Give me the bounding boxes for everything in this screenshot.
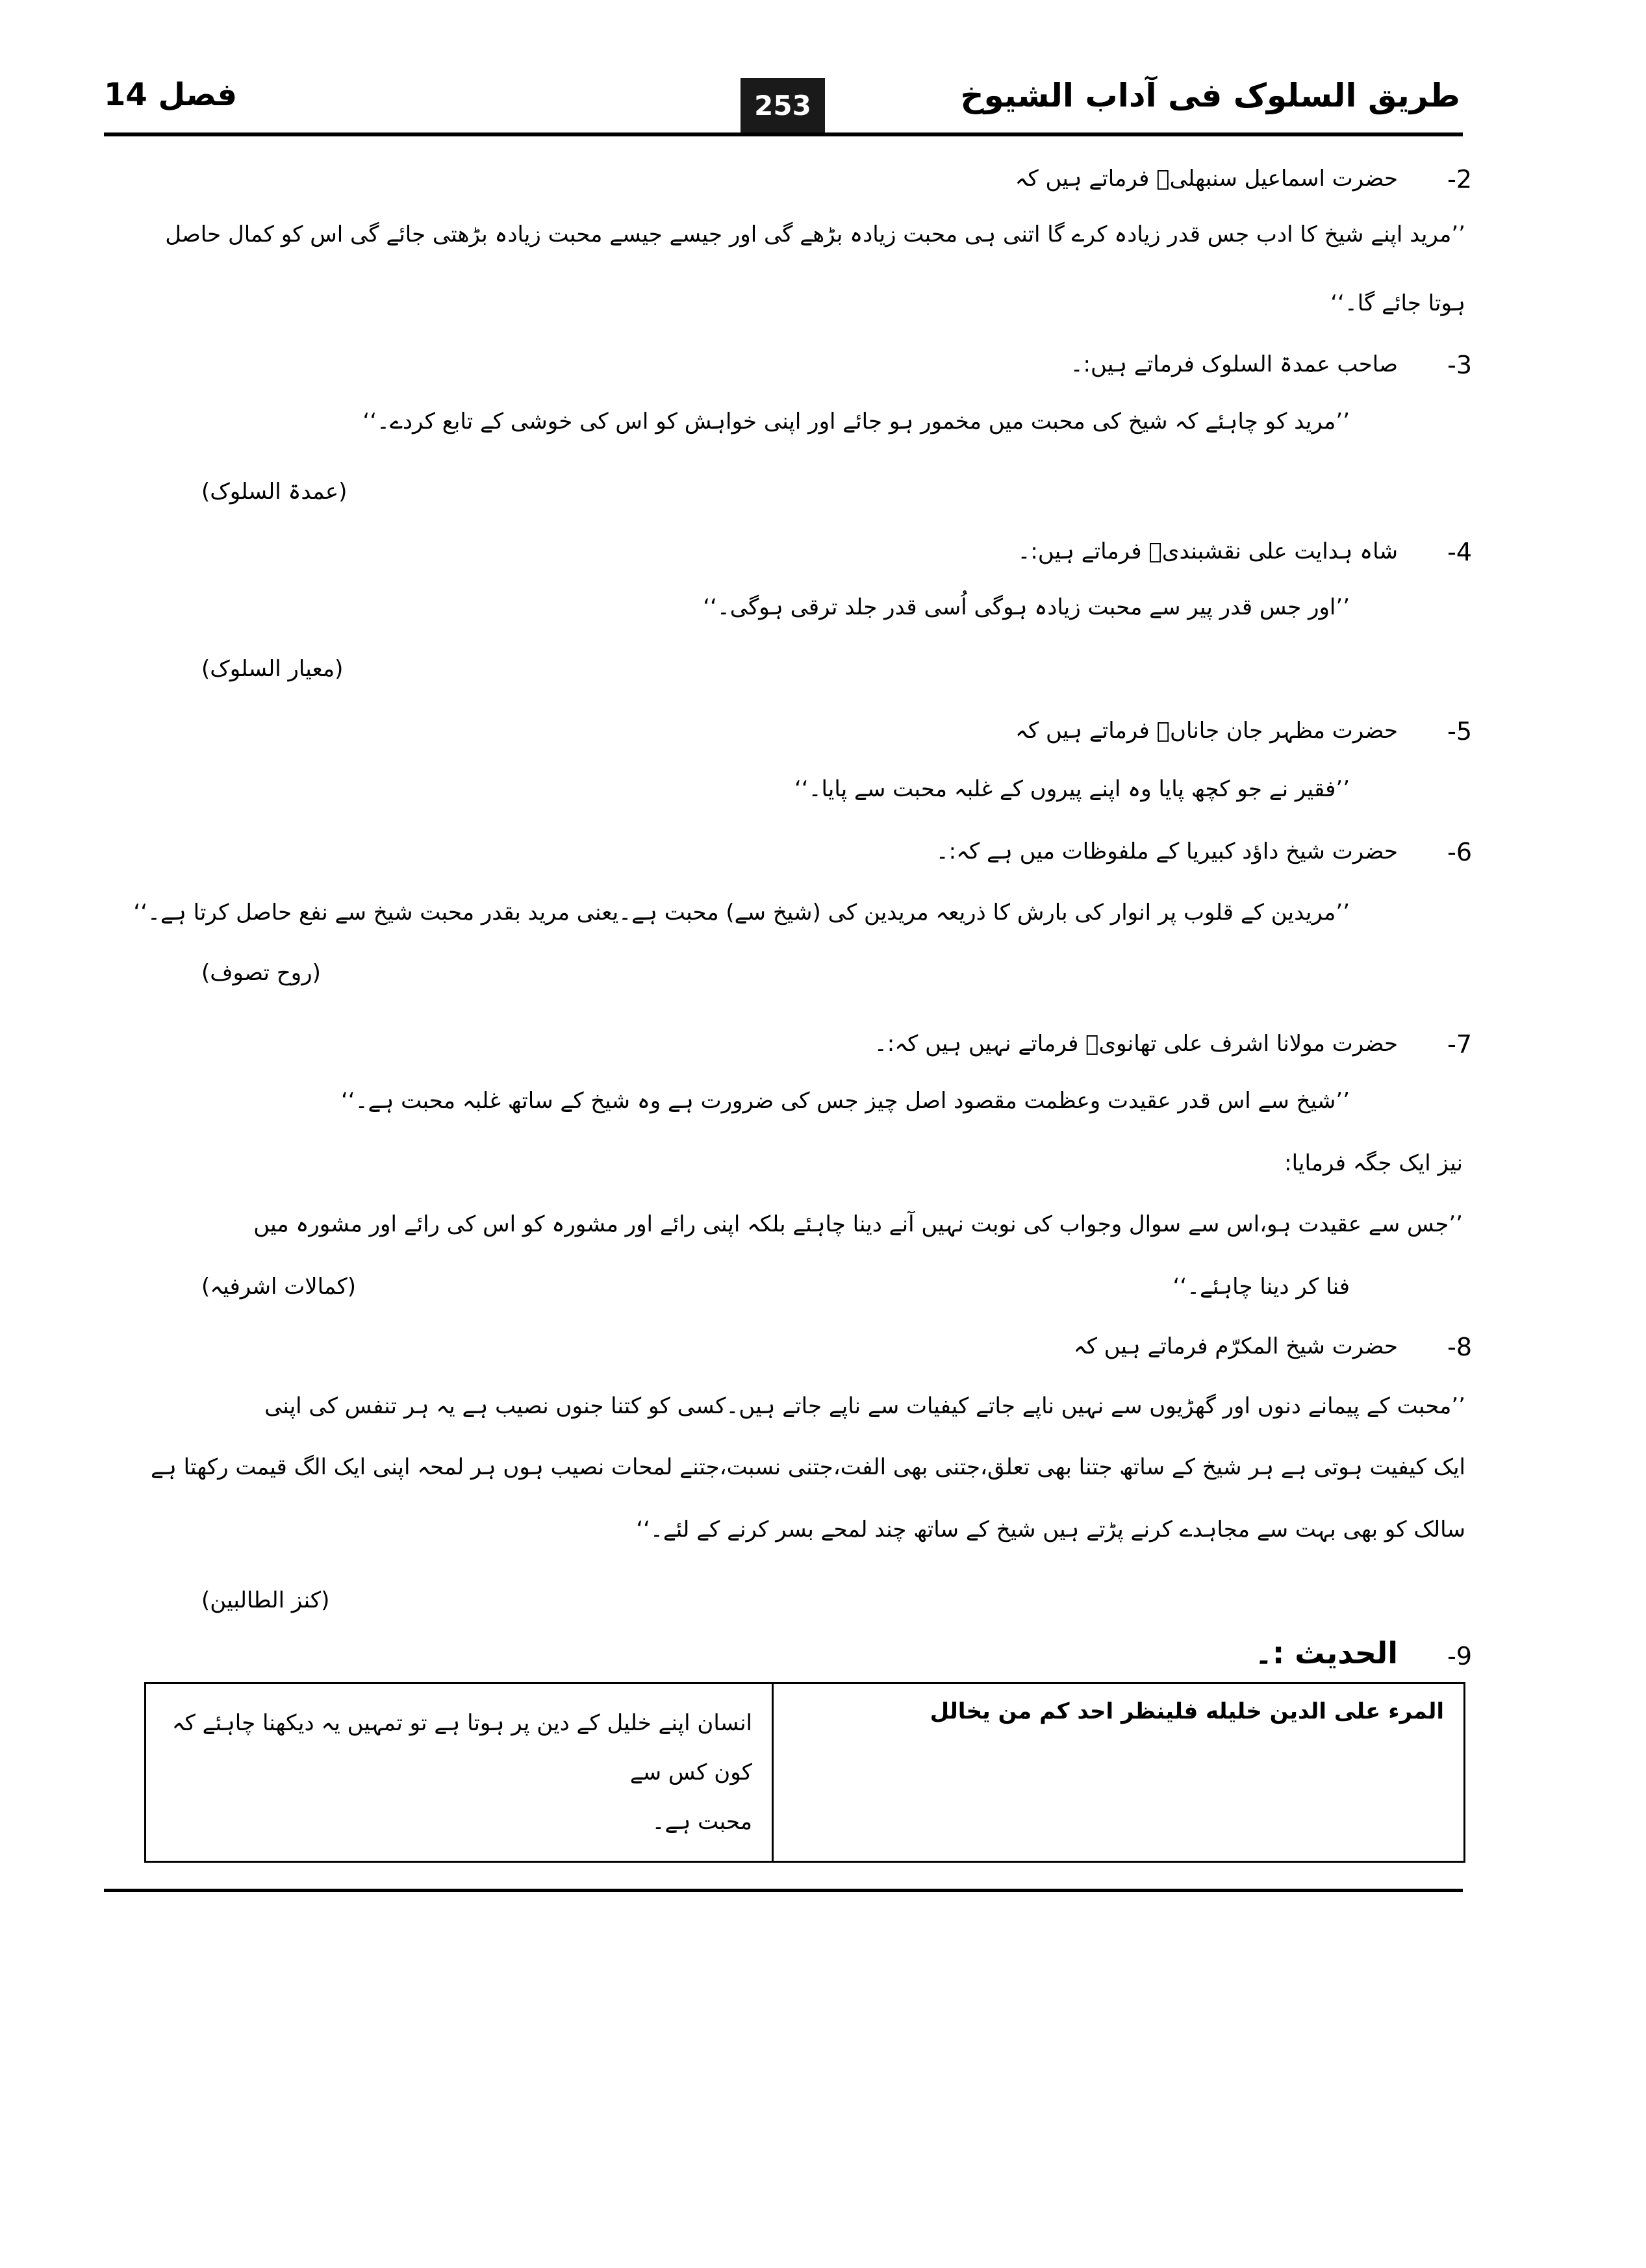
page-number: 253: [754, 89, 811, 121]
quote-line: سالک کو بھی بہت سے مجاہدے کرنے پڑتے ہیں شیخ کے ساتھ چند لمحے بسر کرنے کے لئے۔‘‘: [636, 1517, 1465, 1543]
table-row: [146, 1683, 1465, 1862]
footer-rule: [104, 1889, 1463, 1892]
hadith-urdu-cell: [146, 1683, 773, 1862]
hadith-urdu-line: محبت ہے۔: [652, 1809, 752, 1835]
hadith-arabic-cell: [773, 1683, 1465, 1862]
item-intro: حضرت مولانا اشرف علی تھانویؒ فرماتے نہیں ہیں کہ:۔: [874, 1031, 1398, 1057]
hadith-arabic-text: المرء علی الدین خلیله فلینظر احد کم من یخالل: [930, 1698, 1444, 1724]
quote-line: فنا کر دینا چاہئے۔‘‘: [1172, 1274, 1350, 1300]
item-intro: حضرت مظہر جان جاناںؒ فرماتے ہیں کہ: [1015, 718, 1398, 744]
source-citation: (کمالات اشرفیہ): [201, 1274, 357, 1300]
item-intro: حضرت شیخ داؤد کبیریا کے ملفوظات میں ہے کہ:۔: [935, 838, 1398, 864]
quote-line: ’’محبت کے پیمانے دنوں اور گھڑیوں سے نہیں ناپے جاتے کیفیات سے ناپے جاتے ہیں۔کسی کو کتنا جنوں نصیب ہے یہ ہر تنفس کی اپنی: [264, 1393, 1465, 1419]
hadith-table: [144, 1682, 1465, 1863]
item-intro: حضرت اسماعیل سنبھلیؒ فرماتے ہیں کہ: [1015, 166, 1398, 192]
quote-line: ’’شیخ سے اس قدر عقیدت وعظمت مقصود اصل چیز جس کی ضرورت ہے وہ شیخ کے ساتھ غلبہ محبت ہے۔‘‘: [340, 1088, 1350, 1114]
hadith-heading: الحدیث :۔: [1254, 1635, 1398, 1670]
quote-line: ’’مرید اپنے شیخ کا ادب جس قدر زیادہ کرے گا اتنی ہی محبت زیادہ بڑھے گی اور جیسے جیسے محبت زیادہ بڑھتی جائے گی اس کو کمال حاصل: [165, 221, 1465, 247]
quote-line: ’’مریدین کے قلوب پر انوار کی بارش کا ذریعہ مریدین کی (شیخ سے) محبت ہے۔یعنی مرید بقدر محبت شیخ سے نفع حاصل کرتا ہے۔‘‘: [133, 900, 1350, 926]
source-citation: (عمدۃ السلوک): [201, 479, 348, 505]
item-intro: حضرت شیخ المکرّم فرماتے ہیں کہ: [1073, 1333, 1398, 1359]
quote-line: ’’فقیر نے جو کچھ پایا وہ اپنے پیروں کے غلبہ محبت سے پایا۔‘‘: [794, 776, 1350, 802]
source-citation: (روح تصوف): [201, 960, 321, 986]
item-number: -5: [1447, 717, 1472, 746]
quote-line: ’’مرید کو چاہئے کہ شیخ کی محبت میں مخمور ہو جائے اور اپنی خواہش کو اس کی خوشی کے تابع کردے۔‘‘: [362, 409, 1350, 435]
item-number: -6: [1447, 838, 1472, 866]
item-number: -4: [1447, 538, 1472, 566]
item-number: -9: [1447, 1642, 1472, 1670]
source-citation: (کنز الطالبین): [201, 1587, 330, 1613]
book-title: طریق السلوک فی آداب الشیوخ: [960, 77, 1460, 114]
item-number: -7: [1447, 1030, 1472, 1059]
chapter-label: فصل 14: [104, 77, 238, 113]
sub-intro: نیز ایک جگہ فرمایا:: [1284, 1150, 1463, 1176]
header-rule: [104, 132, 1463, 136]
quote-line: ’’اور جس قدر پیر سے محبت زیادہ ہوگی اُسی قدر جلد ترقی ہوگی۔‘‘: [703, 594, 1350, 620]
quote-line: ’’جس سے عقیدت ہو،اس سے سوال وجواب کی نوبت نہیں آنے دینا چاہئے بلکہ اپنی رائے اور مشورہ کو اس کی رائے اور مشورہ میں: [253, 1211, 1463, 1237]
item-intro: شاہ ہدایت علی نقشبندیؒ فرماتے ہیں:۔: [1017, 538, 1398, 564]
source-citation: (معیار السلوک): [201, 656, 344, 682]
item-number: -2: [1447, 165, 1472, 194]
quote-line: ہوتا جائے گا۔‘‘: [1330, 290, 1465, 316]
quote-line: ایک کیفیت ہوتی ہے ہر شیخ کے ساتھ جتنا بھی تعلق،جتنی بھی الفت،جتنی نسبت،جتنے لمحات نصیب ہوں ہر لمحہ اپنی ایک الگ قیمت رکھتا ہے: [150, 1454, 1465, 1480]
page-number-badge: [741, 78, 825, 132]
item-number: -8: [1447, 1333, 1472, 1361]
item-intro: صاحب عمدۃ السلوک فرماتے ہیں:۔: [1070, 351, 1398, 377]
hadith-urdu-line: انسان اپنے خلیل کے دین پر ہوتا ہے تو تمہیں یہ دیکھنا چاہئے کہ کون کس سے: [171, 1710, 752, 1785]
item-number: -3: [1447, 351, 1472, 379]
